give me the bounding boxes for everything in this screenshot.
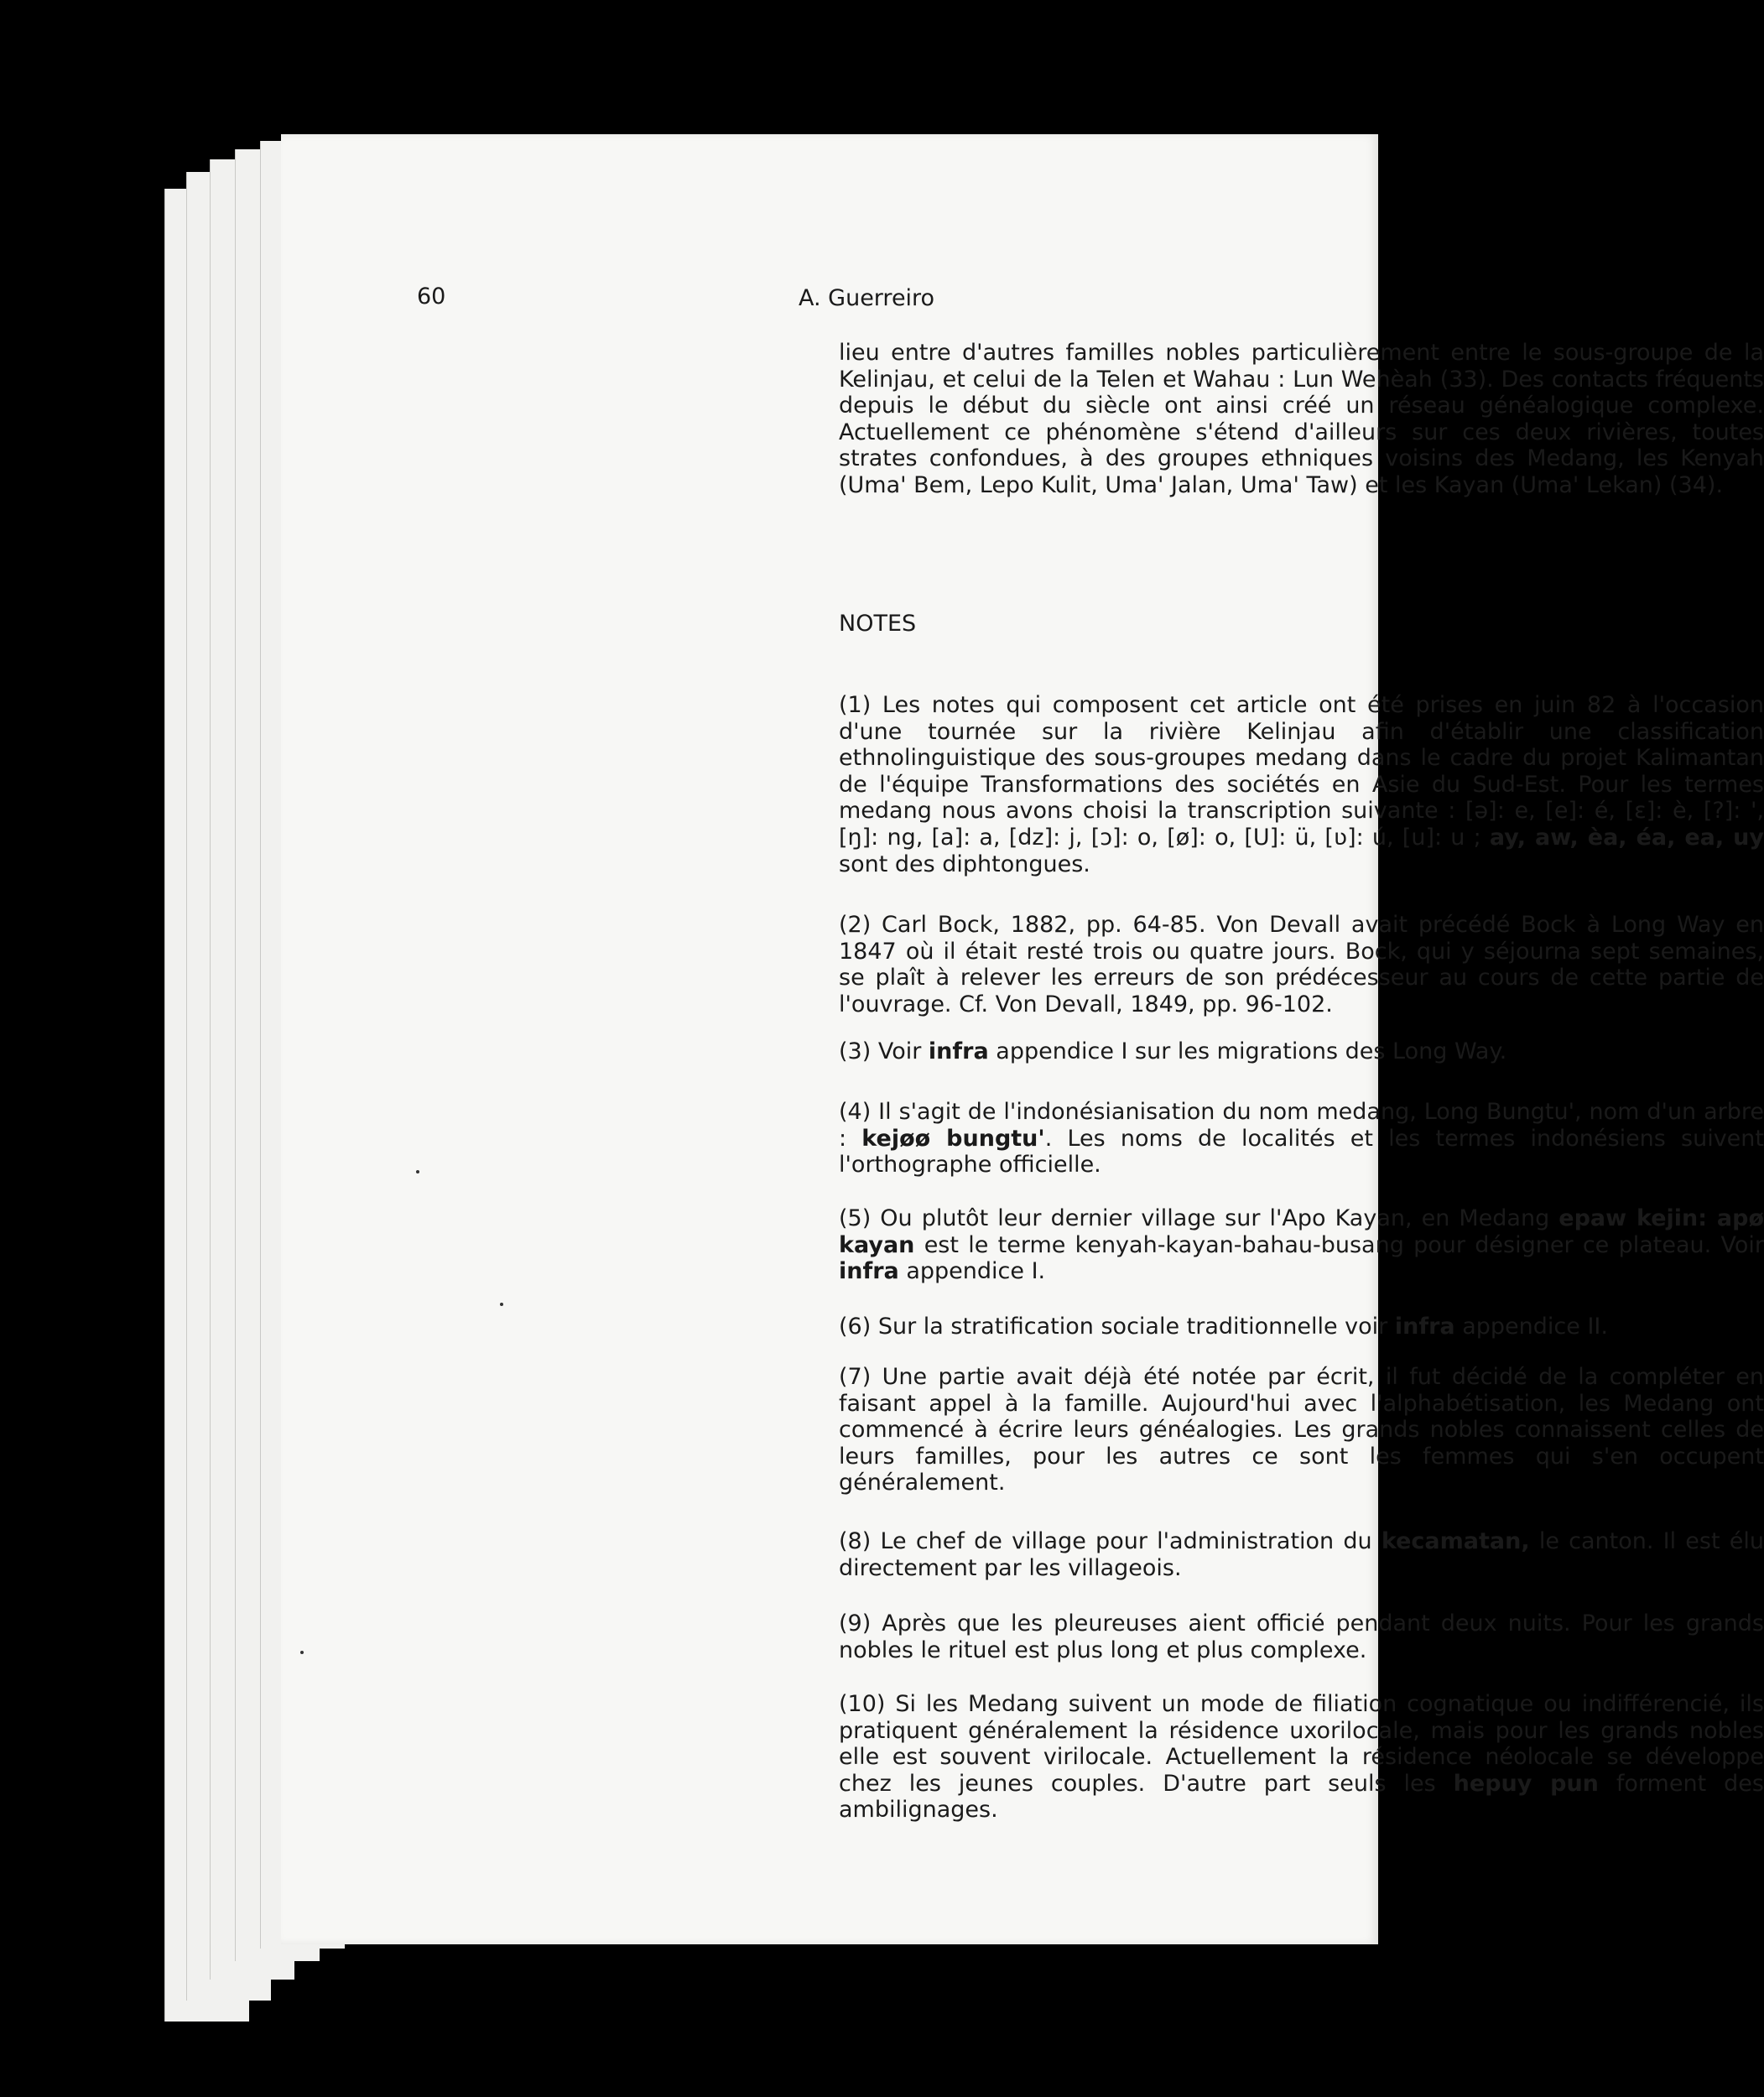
ink-speck <box>500 1303 503 1306</box>
ink-speck <box>300 1651 304 1654</box>
note-4: (4) Il s'agit de l'indonésianisation du nom medang, Long Bungtu', nom d'un arbre : kejøø bungtu'. Les noms de localités et les termes indonésiens suivent l'orthographe officielle. <box>839 1099 1764 1179</box>
intro-paragraph: lieu entre d'autres familles nobles particulièrement entre le sous-groupe de la Kelinjau, et celui de la Telen et Wahau : Lun Wehèah (33). Des contacts fréquents depuis le début du siècle ont ainsi créé un réseau généalogique complexe. Actuellement ce phénomène s'étend d'ailleurs sur ces deux rivières, toutes strates confondues, à des groupes ethniques voisins des Medang, les Kenyah (Uma' Bem, Lepo Kulit, Uma' Jalan, Uma' Taw) et les Kayan (Uma' Lekan) (34). <box>839 340 1764 498</box>
note-5: (5) Ou plutôt leur dernier village sur l'Apo Kayan, en Medang epaw kejin: apø kayan est le terme kenyah-kayan-bahau-busang pour désigner ce plateau. Voir infra appendice I. <box>839 1205 1764 1285</box>
note-6: (6) Sur la stratification sociale traditionnelle voir infra appendice II. <box>839 1314 1608 1340</box>
ink-speck <box>416 1170 419 1173</box>
note-1: (1) Les notes qui composent cet article ont été prises en juin 82 à l'occasion d'une tournée sur la rivière Kelinjau afin d'établir une classification ethnolinguistique des sous-groupes medang dans le cadre du projet Kalimantan de l'équipe Transformations des sociétés en Asie du Sud-Est. Pour les termes medang nous avons choisi la transcription suivante : [ə]: e, [e]: é, [ɛ]: è, [?]: ', [ŋ]: ng, [a]: a, [dz]: j, [ɔ]: o, [ø]: o, [U]: ü, [ʋ]: ú, [u]: u ; ay, aw, èa, éa, ea, uy sont des diphtongues. <box>839 692 1764 877</box>
note-3: (3) Voir infra appendice I sur les migrations des Long Way. <box>839 1038 1507 1064</box>
note-9: (9) Après que les pleureuses aient officié pendant deux nuits. Pour les grands nobles le rituel est plus long et plus complexe. <box>839 1610 1764 1663</box>
note-7: (7) Une partie avait déjà été notée par écrit, il fut décidé de la compléter en faisant appel à la famille. Aujourd'hui avec l'alphabétisation, les Medang ont commencé à écrire leurs généalogies. Les grands nobles connaissent celles de leurs familles, pour les autres ce sont les femmes qui s'en occupent généralement. <box>839 1364 1764 1496</box>
notes-heading: NOTES <box>839 611 917 637</box>
page-number: 60 <box>417 284 446 310</box>
note-2: (2) Carl Bock, 1882, pp. 64-85. Von Devall avait précédé Bock à Long Way en 1847 où il était resté trois ou quatre jours. Bock, qui y séjourna sept semaines, se plaît à relever les erreurs de son prédécesseur au cours de cette partie de l'ouvrage. Cf. Von Devall, 1849, pp. 96-102. <box>839 912 1764 1017</box>
note-10: (10) Si les Medang suivent un mode de filiation cognatique ou indifférencié, ils pratiquent généralement la résidence uxorilocale, mais pour les grands nobles elle est souvent virilocale. Actuellement la résidence néolocale se développe chez les jeunes couples. D'autre part seuls les hepuy pun forment des ambilignages. <box>839 1691 1764 1824</box>
running-header <box>417 284 1256 314</box>
note-8: (8) Le chef de village pour l'administration du kecamatan, le canton. Il est élu directement par les villageois. <box>839 1528 1764 1581</box>
author-name: A. Guerreiro <box>799 285 935 311</box>
